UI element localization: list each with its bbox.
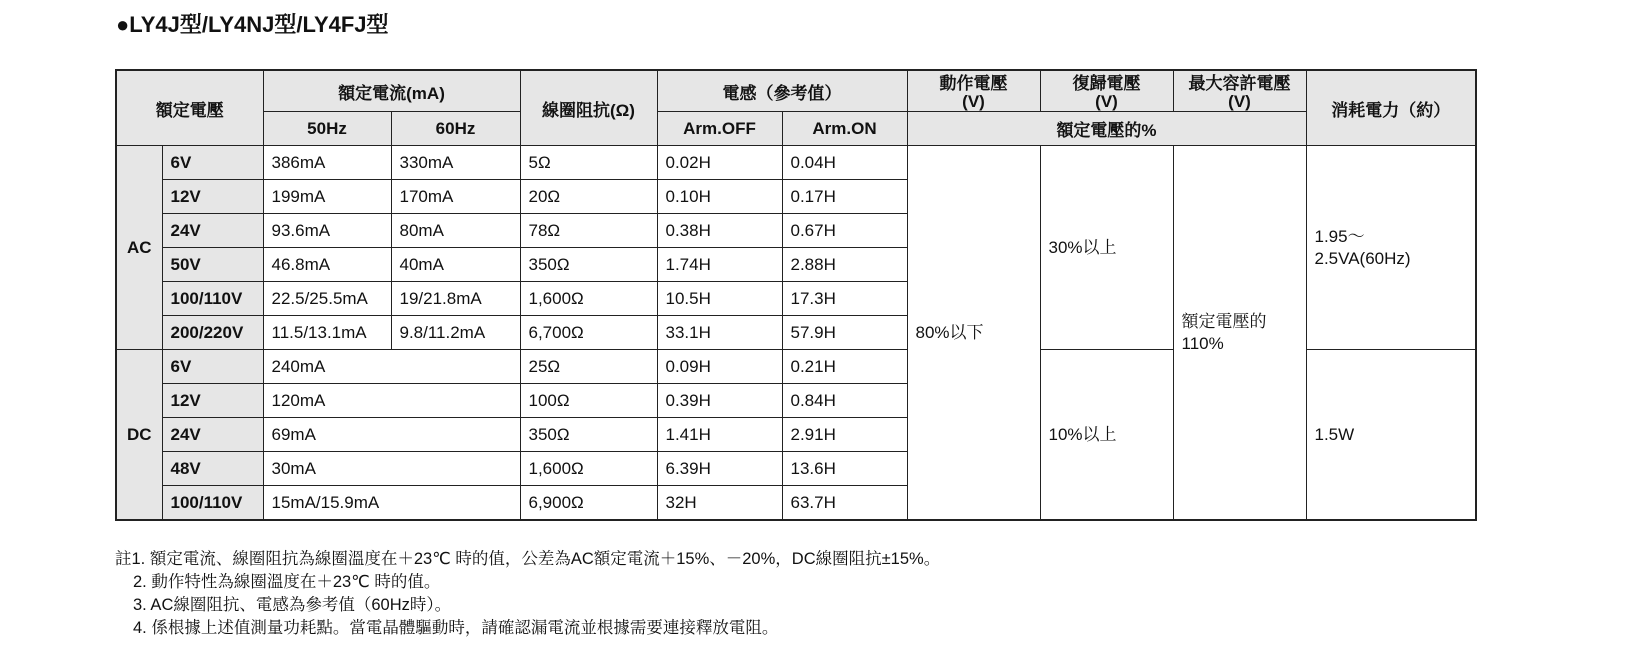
arm-on-cell: 17.3H — [782, 282, 907, 316]
arm-off-cell: 0.09H — [657, 350, 782, 384]
header-pickup-voltage — [907, 70, 1040, 112]
voltage-cell: 100/110V — [162, 486, 263, 521]
arm-off-cell: 0.39H — [657, 384, 782, 418]
current-60hz-cell: 80mA — [391, 214, 520, 248]
note-1: 註1. 額定電流、線圈阻抗為線圈溫度在＋23℃ 時的值，公差為AC額定電流＋15%、－20%，DC線圈阻抗±15%。 — [115, 550, 941, 568]
arm-on-cell: 0.84H — [782, 384, 907, 418]
arm-on-cell: 0.21H — [782, 350, 907, 384]
current-cell: 30mA — [263, 452, 520, 486]
current-60hz-cell: 19/21.8mA — [391, 282, 520, 316]
current-60hz-cell: 9.8/11.2mA — [391, 316, 520, 350]
arm-off-cell: 0.38H — [657, 214, 782, 248]
header-max-voltage-text: 最大容許電壓 (V) — [1188, 74, 1291, 111]
resistance-cell: 20Ω — [520, 180, 657, 214]
arm-off-cell: 0.02H — [657, 146, 782, 180]
dropout-dc-value: 10%以上 — [1040, 350, 1173, 521]
header-coil-resistance: 線圈阻抗(Ω) — [520, 70, 657, 146]
arm-off-cell: 6.39H — [657, 452, 782, 486]
voltage-cell: 100/110V — [162, 282, 263, 316]
current-50hz-cell: 93.6mA — [263, 214, 391, 248]
arm-on-cell: 2.88H — [782, 248, 907, 282]
arm-on-cell: 13.6H — [782, 452, 907, 486]
header-arm-off: Arm.OFF — [657, 112, 782, 146]
voltage-cell: 12V — [162, 384, 263, 418]
voltage-cell: 6V — [162, 350, 263, 384]
arm-on-cell: 0.04H — [782, 146, 907, 180]
resistance-cell: 350Ω — [520, 248, 657, 282]
arm-off-cell: 10.5H — [657, 282, 782, 316]
header-50hz: 50Hz — [263, 112, 391, 146]
voltage-cell: 12V — [162, 180, 263, 214]
resistance-cell: 78Ω — [520, 214, 657, 248]
current-cell: 69mA — [263, 418, 520, 452]
header-rated-voltage: 額定電壓 — [116, 70, 263, 146]
resistance-cell: 6,900Ω — [520, 486, 657, 521]
current-50hz-cell: 46.8mA — [263, 248, 391, 282]
header-arm-on: Arm.ON — [782, 112, 907, 146]
current-50hz-cell: 22.5/25.5mA — [263, 282, 391, 316]
max-allow-value — [1173, 146, 1306, 521]
current-50hz-cell: 11.5/13.1mA — [263, 316, 391, 350]
group-dc: DC — [116, 350, 162, 521]
header-max-voltage — [1173, 70, 1306, 112]
power-ac-value — [1306, 146, 1476, 350]
voltage-cell: 200/220V — [162, 316, 263, 350]
header-power-consumption: 消耗電力（約） — [1306, 70, 1476, 146]
resistance-cell: 1,600Ω — [520, 452, 657, 486]
voltage-cell: 24V — [162, 214, 263, 248]
header-rated-current: 額定電流(mA) — [263, 70, 520, 112]
page-title: ●LY4J型/LY4NJ型/LY4FJ型 — [116, 12, 389, 37]
current-50hz-cell: 386mA — [263, 146, 391, 180]
arm-off-cell: 0.10H — [657, 180, 782, 214]
resistance-cell: 5Ω — [520, 146, 657, 180]
arm-off-cell: 33.1H — [657, 316, 782, 350]
arm-off-cell: 1.41H — [657, 418, 782, 452]
current-50hz-cell: 199mA — [263, 180, 391, 214]
arm-off-cell: 32H — [657, 486, 782, 521]
note-3: 3. AC線圈阻抗、電感為參考值（60Hz時）。 — [133, 596, 452, 614]
coil-spec-table — [115, 69, 1477, 521]
resistance-cell: 25Ω — [520, 350, 657, 384]
arm-off-cell: 1.74H — [657, 248, 782, 282]
arm-on-cell: 57.9H — [782, 316, 907, 350]
resistance-cell: 100Ω — [520, 384, 657, 418]
resistance-cell: 6,700Ω — [520, 316, 657, 350]
header-inductance: 電感（參考值） — [657, 70, 907, 112]
voltage-cell: 6V — [162, 146, 263, 180]
voltage-cell: 24V — [162, 418, 263, 452]
current-60hz-cell: 40mA — [391, 248, 520, 282]
current-60hz-cell: 330mA — [391, 146, 520, 180]
header-dropout-voltage-text: 復歸電壓 (V) — [1072, 74, 1141, 111]
power-ac-text: 1.95～ 2.5VA(60Hz) — [1314, 226, 1411, 268]
current-cell: 120mA — [263, 384, 520, 418]
note-4: 4. 係根據上述值測量功耗點。當電晶體驅動時，請確認漏電流並根據需要連接釋放電阻。 — [133, 619, 779, 637]
current-cell: 15mA/15.9mA — [263, 486, 520, 521]
current-cell: 240mA — [263, 350, 520, 384]
header-60hz: 60Hz — [391, 112, 520, 146]
note-2: 2. 動作特性為線圈溫度在＋23℃ 時的值。 — [133, 573, 441, 591]
arm-on-cell: 0.17H — [782, 180, 907, 214]
notes — [115, 548, 940, 640]
dropout-ac-value: 30%以上 — [1040, 146, 1173, 350]
header-dropout-voltage — [1040, 70, 1173, 112]
resistance-cell: 350Ω — [520, 418, 657, 452]
pickup-voltage-value: 80%以下 — [907, 146, 1040, 521]
arm-on-cell: 63.7H — [782, 486, 907, 521]
group-ac: AC — [116, 146, 162, 350]
voltage-cell: 48V — [162, 452, 263, 486]
current-60hz-cell: 170mA — [391, 180, 520, 214]
table-row — [116, 146, 1476, 180]
header-percent-rated: 額定電壓的% — [907, 112, 1306, 146]
arm-on-cell: 2.91H — [782, 418, 907, 452]
power-dc-value: 1.5W — [1306, 350, 1476, 521]
resistance-cell: 1,600Ω — [520, 282, 657, 316]
max-allow-text: 額定電壓的 110% — [1181, 311, 1267, 353]
header-pickup-voltage-text: 動作電壓 (V) — [939, 74, 1008, 111]
arm-on-cell: 0.67H — [782, 214, 907, 248]
voltage-cell: 50V — [162, 248, 263, 282]
